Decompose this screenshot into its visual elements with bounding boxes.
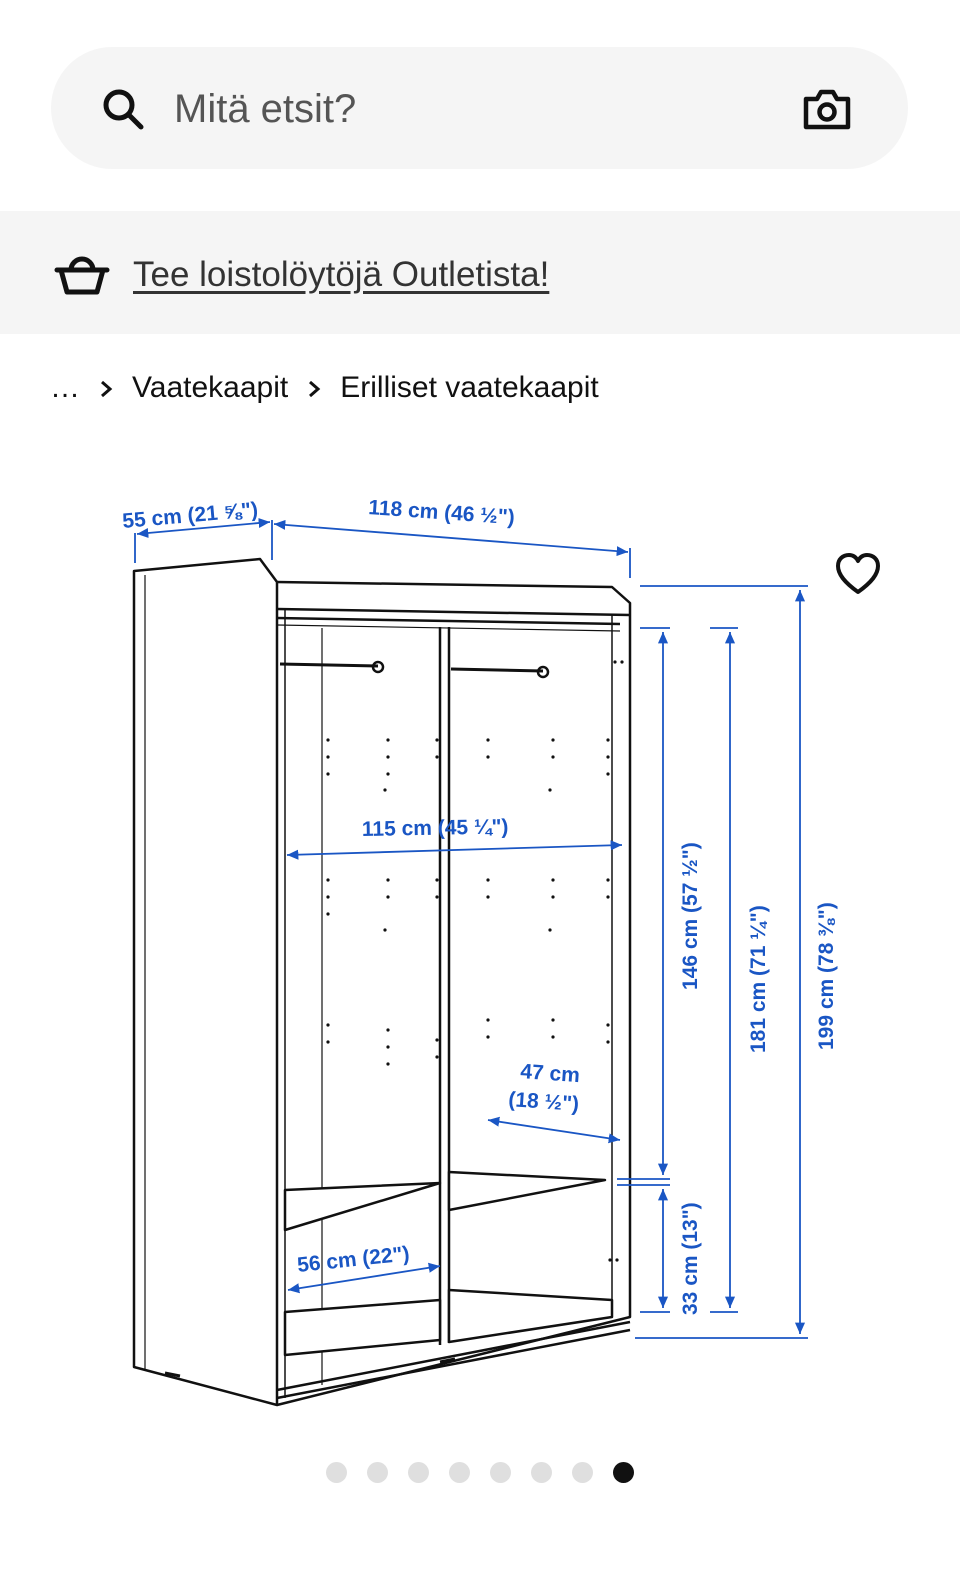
product-dimension-drawing[interactable] — [0, 460, 960, 1420]
shelf-depth-in-label: (18 ½") — [507, 1088, 580, 1116]
total-height-label: 199 cm (78 ⅜") — [815, 902, 838, 1050]
camera-icon[interactable] — [803, 87, 851, 131]
carousel-dot[interactable] — [613, 1462, 634, 1483]
wardrobe-outline — [134, 559, 630, 1405]
heart-icon[interactable] — [834, 552, 882, 596]
search-input[interactable]: Mitä etsit? — [174, 87, 357, 131]
carousel-dot[interactable] — [449, 1462, 470, 1483]
carousel-dot[interactable] — [531, 1462, 552, 1483]
inner-width-label: 115 cm (45 ¼") — [361, 815, 509, 841]
inner-height-label: 181 cm (71 ¼") — [747, 905, 770, 1053]
breadcrumb-item-erilliset-vaatekaapit[interactable]: Erilliset vaatekaapit — [340, 371, 599, 404]
basket-icon — [54, 251, 110, 297]
breadcrumb-ellipsis[interactable]: … — [50, 371, 80, 404]
breadcrumb-item-vaatekaapit[interactable]: Vaatekaapit — [132, 371, 289, 404]
carousel-dot[interactable] — [490, 1462, 511, 1483]
chevron-right-icon — [288, 371, 340, 405]
chevron-right-icon — [80, 371, 132, 405]
width-label: 118 cm (46 ½") — [367, 496, 516, 530]
compartment-width-label: 56 cm (22") — [296, 1242, 411, 1277]
carousel-dot[interactable] — [408, 1462, 429, 1483]
carousel-dot[interactable] — [367, 1462, 388, 1483]
breadcrumb — [50, 368, 599, 408]
hanging-height-label: 146 cm (57 ½") — [679, 842, 702, 990]
outlet-link[interactable]: Tee loistolöytöjä Outletista! — [133, 255, 550, 294]
bottom-height-label: 33 cm (13") — [679, 1202, 702, 1315]
carousel-indicator — [326, 1462, 634, 1483]
carousel-dot[interactable] — [326, 1462, 347, 1483]
search-bar[interactable] — [51, 47, 908, 169]
shelf-depth-cm-label: 47 cm — [519, 1060, 581, 1088]
search-icon — [101, 87, 145, 131]
outlet-banner[interactable] — [0, 211, 960, 334]
carousel-dot[interactable] — [572, 1462, 593, 1483]
depth-label: 55 cm (21 ⅝") — [121, 498, 259, 533]
shelf-pin-holes — [326, 660, 623, 1261]
